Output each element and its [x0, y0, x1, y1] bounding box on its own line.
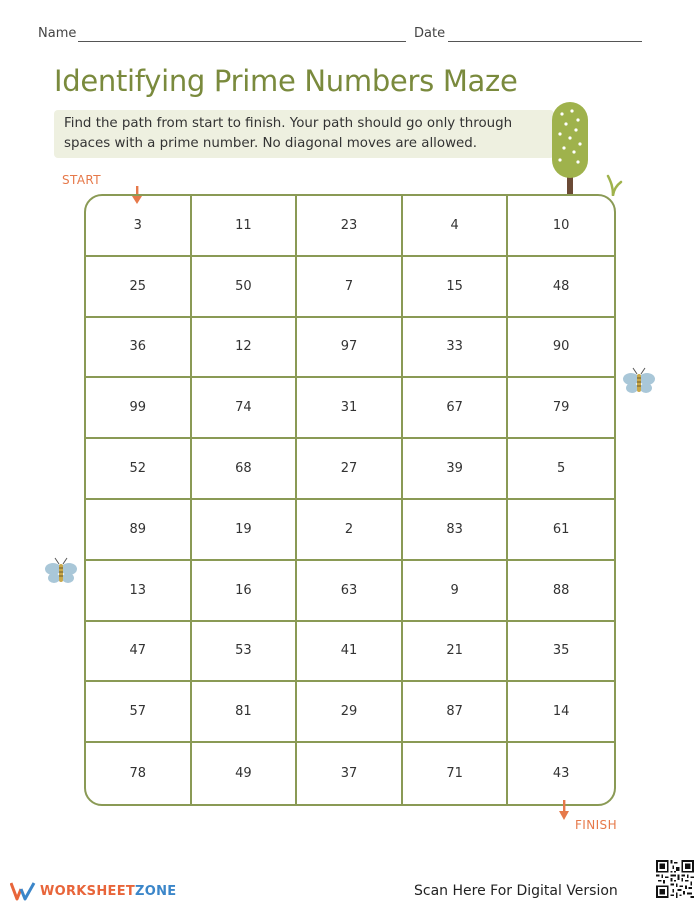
maze-cell[interactable]: 33: [403, 318, 509, 379]
tree-icon: [548, 100, 592, 194]
page-title: Identifying Prime Numbers Maze: [54, 64, 518, 98]
name-field-line[interactable]: [78, 41, 406, 42]
maze-cell[interactable]: 83: [403, 500, 509, 561]
maze-cell[interactable]: 21: [403, 622, 509, 683]
maze-cell[interactable]: 4: [403, 196, 509, 257]
maze-cell[interactable]: 25: [86, 257, 192, 318]
maze-cell[interactable]: 15: [403, 257, 509, 318]
date-field-line[interactable]: [448, 41, 642, 42]
maze-cell[interactable]: 78: [86, 743, 192, 804]
scan-text: Scan Here For Digital Version: [414, 883, 618, 899]
date-label: Date: [414, 26, 446, 41]
butterfly-icon: [622, 366, 656, 396]
maze-cell[interactable]: 97: [297, 318, 403, 379]
maze-cell[interactable]: 61: [508, 500, 614, 561]
maze-cell[interactable]: 87: [403, 682, 509, 743]
maze-cell[interactable]: 13: [86, 561, 192, 622]
maze-cell[interactable]: 90: [508, 318, 614, 379]
brand-name-second: ZONE: [135, 883, 177, 899]
maze-cell[interactable]: 89: [86, 500, 192, 561]
maze-cell[interactable]: 19: [192, 500, 298, 561]
maze-cell[interactable]: 10: [508, 196, 614, 257]
start-label: START: [62, 173, 102, 187]
maze-cell[interactable]: 99: [86, 378, 192, 439]
maze-cell[interactable]: 3: [86, 196, 192, 257]
finish-label: FINISH: [575, 818, 617, 832]
plant-sprout-icon: [602, 172, 624, 196]
maze-cell[interactable]: 48: [508, 257, 614, 318]
maze-cell[interactable]: 36: [86, 318, 192, 379]
maze-grid: [84, 194, 616, 806]
maze-cell[interactable]: 14: [508, 682, 614, 743]
brand-name: [40, 884, 177, 899]
maze-cell[interactable]: 23: [297, 196, 403, 257]
maze-cell[interactable]: 39: [403, 439, 509, 500]
maze-cell[interactable]: 57: [86, 682, 192, 743]
maze-cell[interactable]: 67: [403, 378, 509, 439]
maze-cell[interactable]: 2: [297, 500, 403, 561]
qr-code-icon[interactable]: [656, 860, 694, 898]
maze-cell[interactable]: 16: [192, 561, 298, 622]
arrow-down-icon: [558, 800, 570, 822]
maze-cell[interactable]: 5: [508, 439, 614, 500]
maze-cell[interactable]: 37: [297, 743, 403, 804]
instructions-line-2: spaces with a prime number. No diagonal moves are allowed.: [64, 136, 478, 151]
maze-cell[interactable]: 63: [297, 561, 403, 622]
maze-cell[interactable]: 35: [508, 622, 614, 683]
brand-name-first: WORKSHEET: [40, 883, 136, 899]
maze-cell[interactable]: 68: [192, 439, 298, 500]
maze-cell[interactable]: 74: [192, 378, 298, 439]
instructions-line-1: Find the path from start to finish. Your path should go only through: [64, 116, 513, 131]
maze-cell[interactable]: 29: [297, 682, 403, 743]
maze-cell[interactable]: 43: [552, 766, 570, 782]
maze-cell[interactable]: 7: [297, 257, 403, 318]
instructions-box: [54, 110, 554, 158]
maze-cell[interactable]: 52: [86, 439, 192, 500]
worksheetzone-logo-icon: [10, 881, 36, 901]
maze-cell[interactable]: 12: [192, 318, 298, 379]
worksheetzone-logo[interactable]: [10, 880, 177, 902]
maze-cell[interactable]: 81: [192, 682, 298, 743]
name-label: Name: [38, 26, 77, 41]
maze-cell[interactable]: 71: [403, 743, 509, 804]
maze-cell[interactable]: 41: [297, 622, 403, 683]
maze-cell[interactable]: 88: [508, 561, 614, 622]
name-date-header: [38, 26, 642, 46]
maze-cell[interactable]: 27: [297, 439, 403, 500]
maze-cell[interactable]: 31: [297, 378, 403, 439]
maze-cell[interactable]: 11: [192, 196, 298, 257]
maze-cell[interactable]: 79: [508, 378, 614, 439]
butterfly-icon: [44, 556, 78, 586]
maze-cell[interactable]: 53: [192, 622, 298, 683]
maze-cell[interactable]: 47: [86, 622, 192, 683]
maze-cell[interactable]: 50: [192, 257, 298, 318]
maze-cell[interactable]: 49: [192, 743, 298, 804]
maze-cell[interactable]: 9: [403, 561, 509, 622]
